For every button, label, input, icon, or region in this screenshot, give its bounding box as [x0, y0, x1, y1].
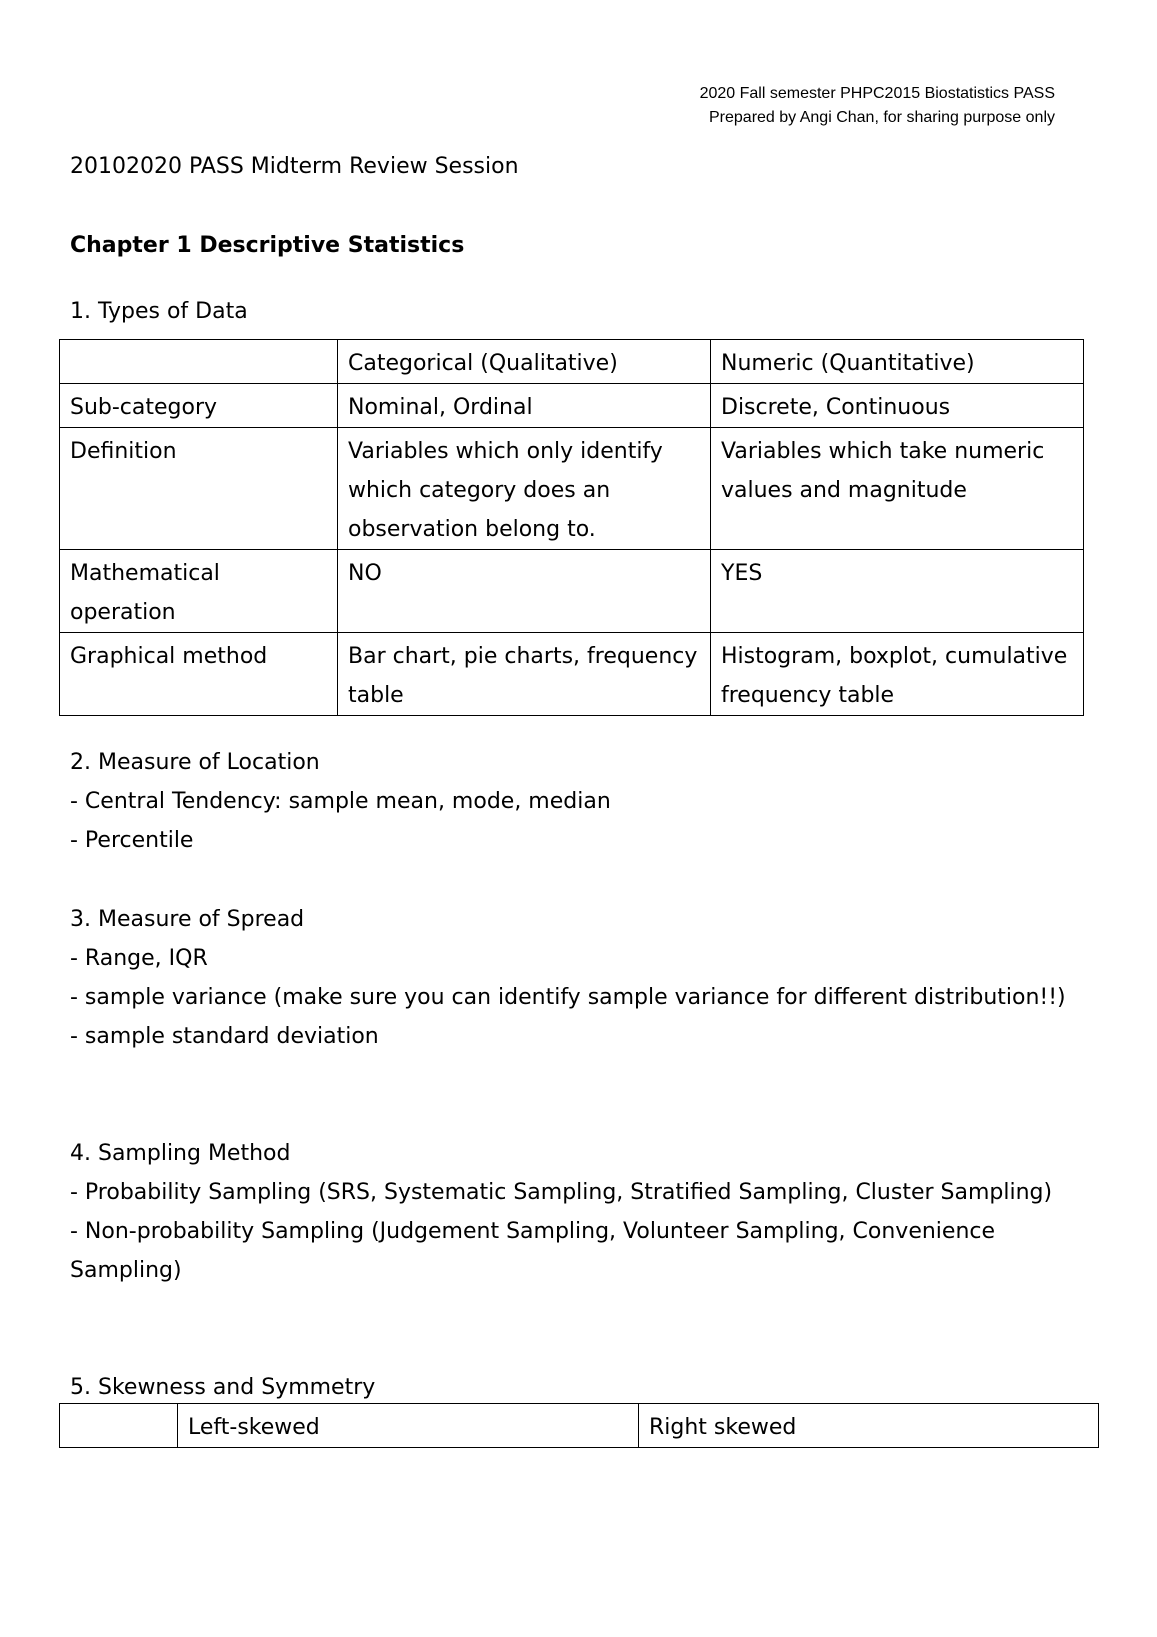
- table-row: [60, 550, 1084, 633]
- document-title: 20102020 PASS Midterm Review Session: [70, 154, 519, 179]
- chapter-title: Chapter 1 Descriptive Statistics: [70, 233, 465, 258]
- table-cell: [60, 1404, 178, 1448]
- table-cell: Categorical (Qualitative): [338, 340, 711, 384]
- document-header-note: [700, 82, 1055, 130]
- table-row: [60, 633, 1084, 716]
- table-header-row: [60, 340, 1084, 384]
- table-cell: YES: [711, 550, 1084, 633]
- table-cell: Variables which take numeric values and magnitude: [711, 428, 1084, 550]
- table-cell: Discrete, Continuous: [711, 384, 1084, 428]
- header-note-line-2: Prepared by Angi Chan, for sharing purpose only: [709, 109, 1055, 126]
- section-measure-of-spread: [70, 900, 1070, 1056]
- table-cell: Right skewed: [639, 1404, 1099, 1448]
- table-header-row: [60, 1404, 1099, 1448]
- list-item: - sample standard deviation: [70, 1024, 379, 1049]
- list-item: - Range, IQR: [70, 946, 208, 971]
- table-cell: Left-skewed: [178, 1404, 639, 1448]
- section-heading-spread: 3. Measure of Spread: [70, 907, 305, 932]
- table-row: [60, 384, 1084, 428]
- section-sampling-method: [70, 1134, 1070, 1290]
- table-cell: Definition: [60, 428, 338, 550]
- table-cell: Mathematical operation: [60, 550, 338, 633]
- section-heading-location: 2. Measure of Location: [70, 750, 320, 775]
- table-cell: Histogram, boxplot, cumulative frequency table: [711, 633, 1084, 716]
- table-cell: Variables which only identify which category does an observation belong to.: [338, 428, 711, 550]
- table-cell: Nominal, Ordinal: [338, 384, 711, 428]
- header-note-line-1: 2020 Fall semester PHPC2015 Biostatistics PASS: [699, 85, 1055, 102]
- types-of-data-table: [59, 339, 1084, 716]
- section-heading-skewness: 5. Skewness and Symmetry: [70, 1375, 376, 1400]
- table-row: [60, 428, 1084, 550]
- table-cell: Bar chart, pie charts, frequency table: [338, 633, 711, 716]
- table-cell: NO: [338, 550, 711, 633]
- list-item: - sample variance (make sure you can identify sample variance for different distribution!!): [70, 985, 1066, 1010]
- list-item: - Probability Sampling (SRS, Systematic Sampling, Stratified Sampling, Cluster Sampling): [70, 1180, 1053, 1205]
- list-item: - Central Tendency: sample mean, mode, median: [70, 789, 611, 814]
- list-item: - Non-probability Sampling (Judgement Sampling, Volunteer Sampling, Convenience Sampling): [70, 1219, 996, 1283]
- list-item: - Percentile: [70, 828, 194, 853]
- table-cell: Numeric (Quantitative): [711, 340, 1084, 384]
- table-cell: Sub-category: [60, 384, 338, 428]
- section-measure-of-location: [70, 743, 1070, 860]
- section-heading-types-of-data: 1. Types of Data: [70, 299, 248, 324]
- skewness-table: [59, 1403, 1099, 1448]
- table-cell: [60, 340, 338, 384]
- section-heading-sampling: 4. Sampling Method: [70, 1141, 291, 1166]
- table-cell: Graphical method: [60, 633, 338, 716]
